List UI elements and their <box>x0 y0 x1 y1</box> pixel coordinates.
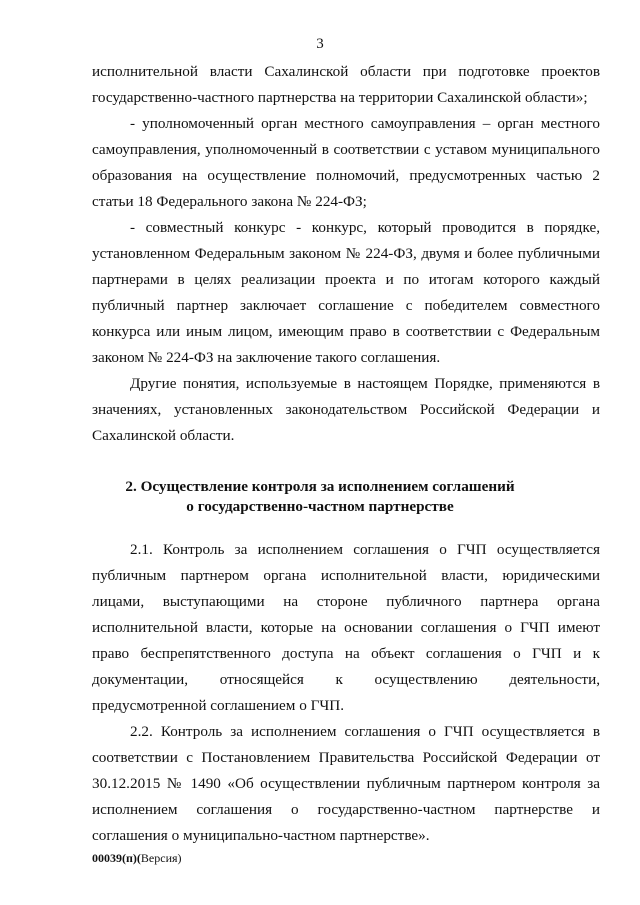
footer-version <box>92 851 182 866</box>
footer-version-label: Версия) <box>140 851 182 865</box>
section1-body <box>92 59 600 449</box>
paragraph-2-1: 2.1. Контроль за исполнением соглашения о ГЧП осуществляется публичным партнером органа исполнительной власти, юридическими лицами, выступающими на стороне публичного партнера органа исполнительной власти, которые на основании соглашения о ГЧП имеют право беспрепятственного доступа на объект соглашения о ГЧП и к документации, относящейся к осуществлению деятельности, предусмотренной соглашением о ГЧП. <box>92 541 600 714</box>
footer-code: 00039(п)( <box>92 851 141 865</box>
section2-heading-line2: о государственно-частном партнерстве <box>186 498 454 515</box>
paragraph-other-concepts: Другие понятия, используемые в настоящем Порядке, применяются в значениях, установленных законодательством Российской Федерации и Сахалинской области. <box>92 375 600 444</box>
paragraph-definition-joint-tender: - совместный конкурс - конкурс, который проводится в порядке, установленном Федеральным законом № 224-ФЗ, двумя и более публичными партнерами в целях реализации проекта и по итогам которого каждый публичный партнер заключает соглашение с победителем совместного конкурса или иным лицом, имеющим право в соответствии с Федеральным законом № 224-ФЗ на заключение такого соглашения. <box>92 219 600 366</box>
section2-heading-line1: 2. Осуществление контроля за исполнением соглашений <box>125 478 515 495</box>
section2-heading <box>0 477 640 517</box>
section2-body <box>92 537 600 849</box>
paragraph-2-2: 2.2. Контроль за исполнением соглашения о ГЧП осуществляется в соответствии с Постановлением Правительства Российской Федерации от 30.12.2015 № 1490 «Об осуществлении публичным партнером контроля за исполнением соглашения о государственно-частном партнерстве и соглашения о муниципально-частном партнерстве». <box>92 723 600 844</box>
paragraph-definition-authority: - уполномоченный орган местного самоуправления – орган местного самоуправления, уполномоченный в соответствии с уставом муниципального образования на осуществление полномочий, предусмотренных частью 2 статьи 18 Федерального закона № 224-ФЗ; <box>92 115 600 210</box>
paragraph-continuation: исполнительной власти Сахалинской области при подготовке проектов государственно-частного партнерства на территории Сахалинской области»; <box>92 63 600 106</box>
page-number: 3 <box>316 36 324 52</box>
